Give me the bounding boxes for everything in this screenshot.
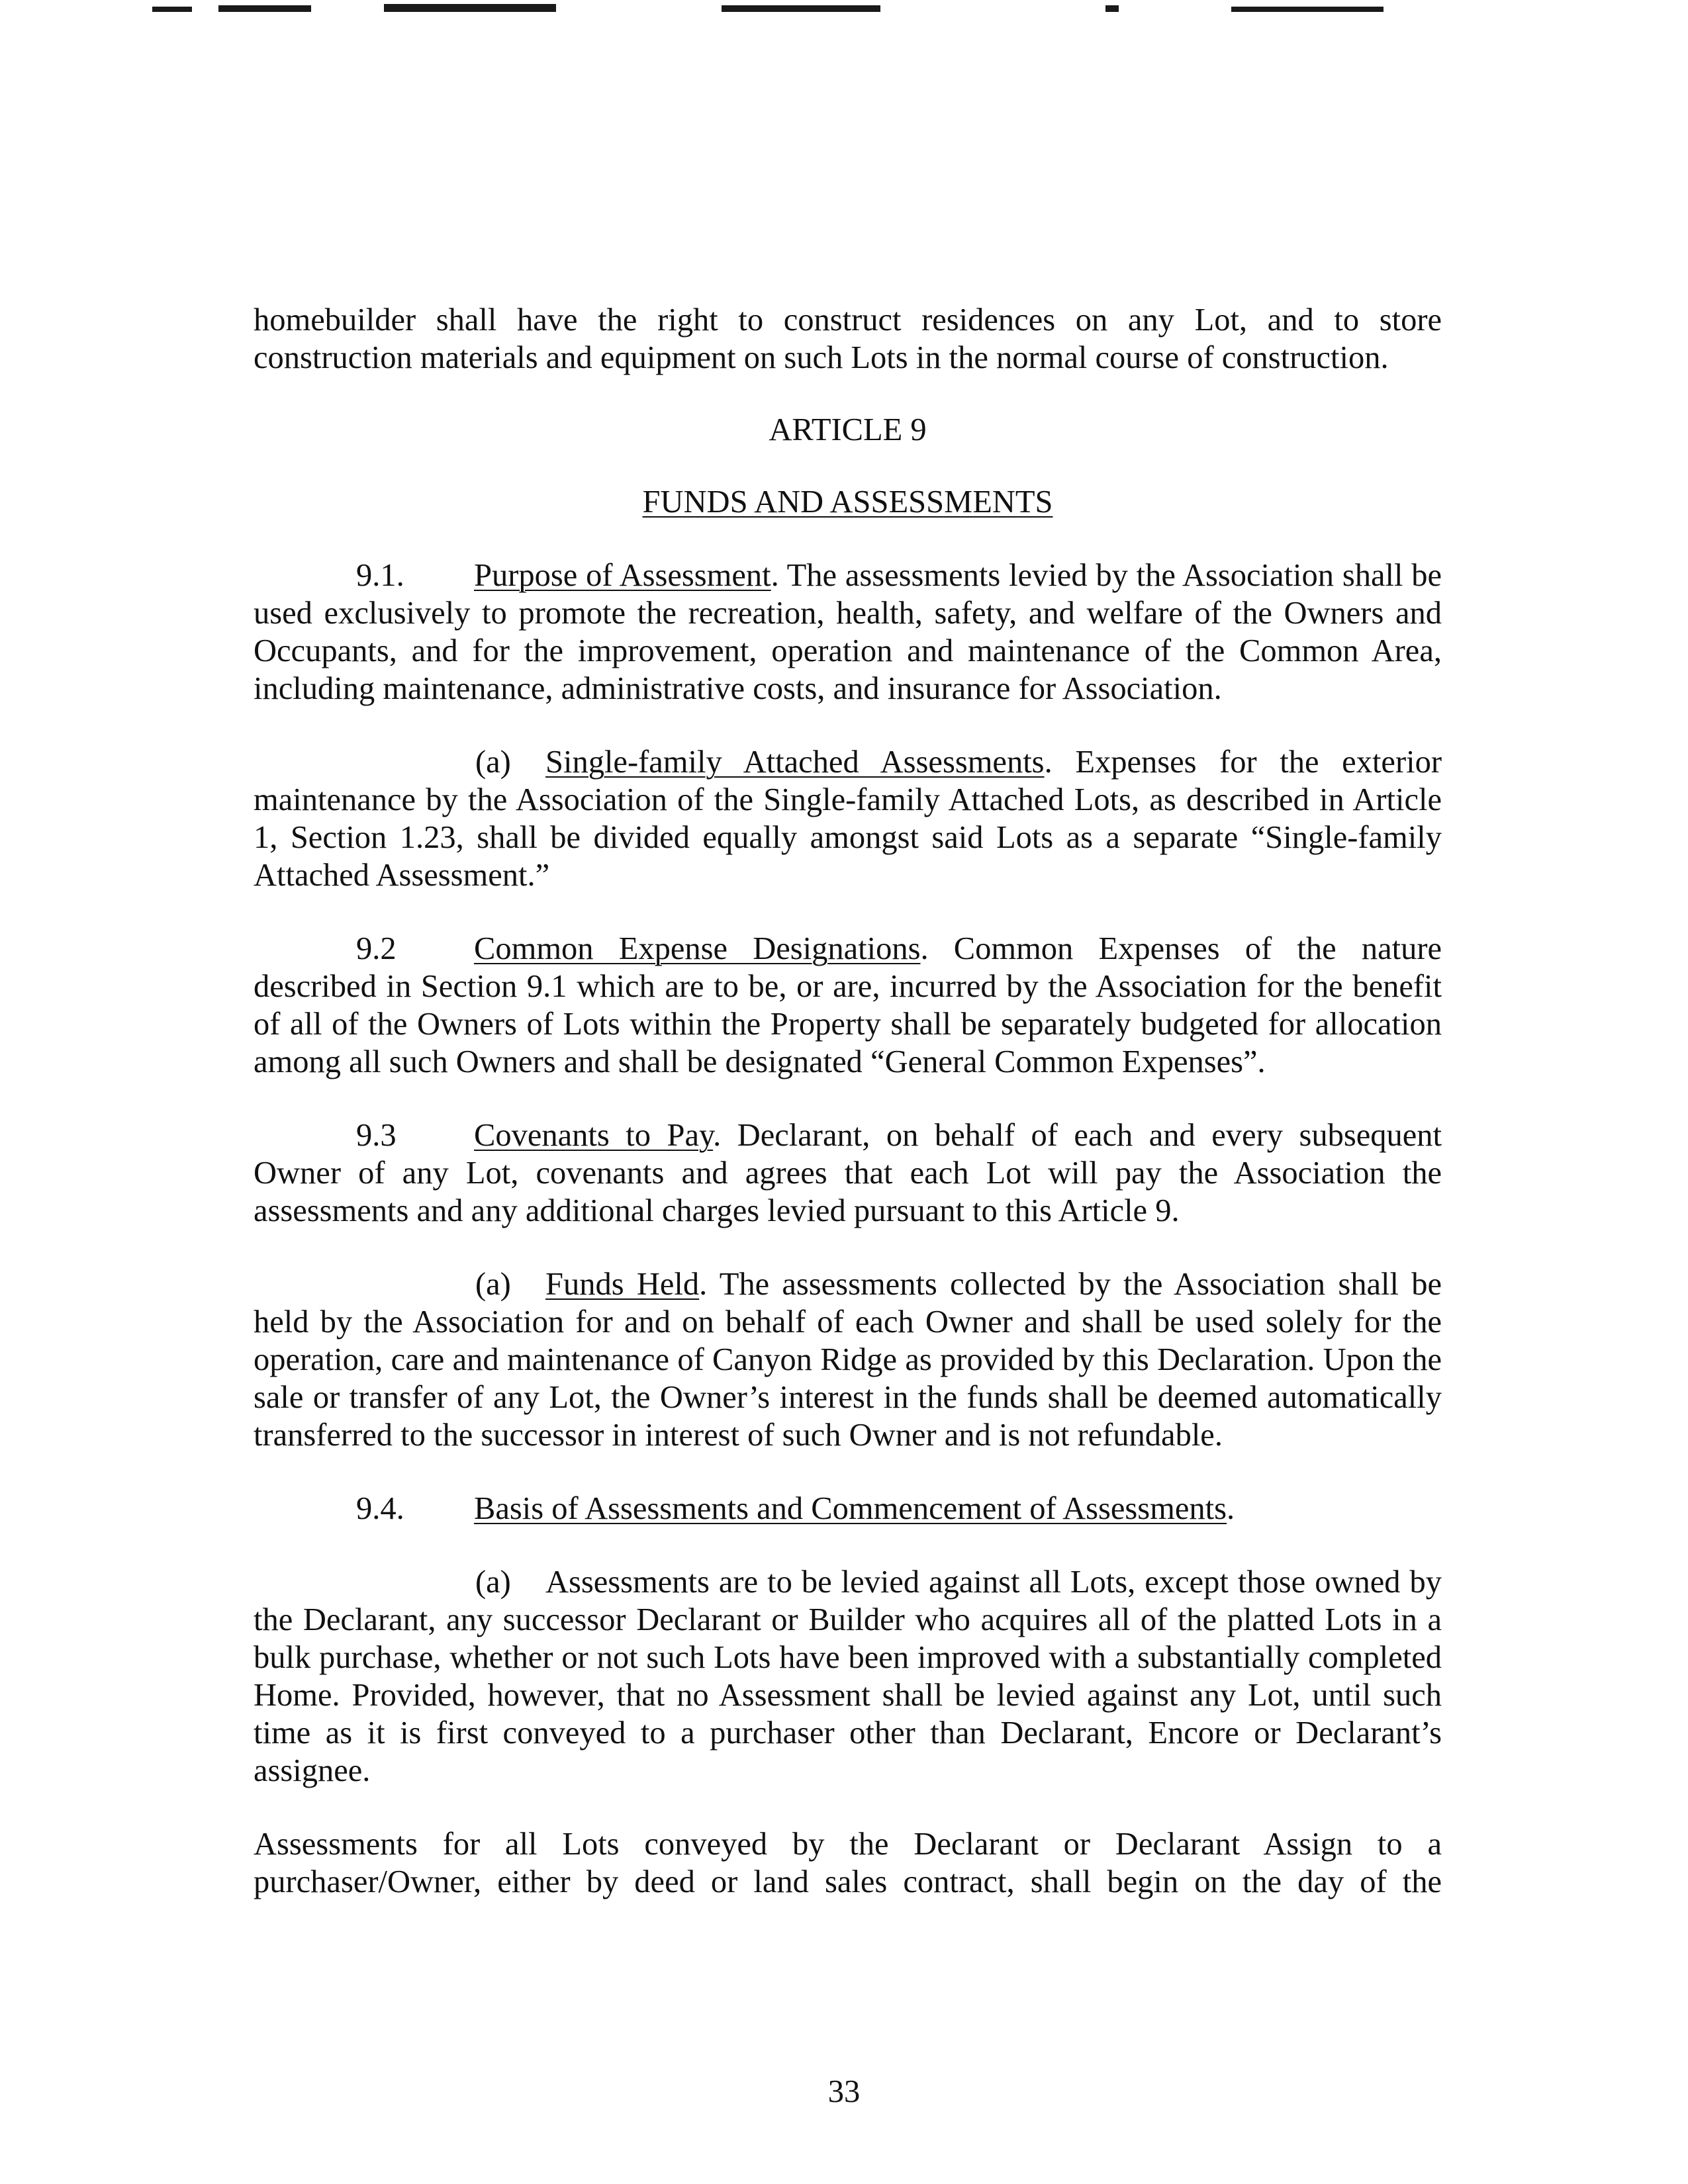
section-9-2-number: 9.2 <box>356 931 397 966</box>
section-9-3-a-heading: Funds Held <box>545 1267 700 1302</box>
section-9-1-heading: Purpose of Assessment <box>474 558 771 593</box>
section-9-3-heading: Covenants to Pay <box>474 1118 714 1153</box>
article-subtitle <box>254 483 1442 521</box>
paragraph-continued: homebuilder shall have the right to construct residences on any Lot, and to store construction materials and equipment on such Lots in the normal course of construction. <box>254 302 1442 375</box>
section-9-4 <box>254 1490 1442 1527</box>
paragraph-assessments-conveyed: Assessments for all Lots conveyed by the Declarant or Declarant Assign to a purchaser/Owner, either by deed or land sales contract, shall begin on the day of the <box>254 1827 1442 1899</box>
section-9-2-heading: Common Expense Designations <box>474 931 921 966</box>
section-9-3-a-number: (a) <box>475 1267 511 1302</box>
page-number: 33 <box>827 2074 861 2109</box>
section-9-3-text: . Declarant, on behalf of each and every subsequent Owner of any Lot, covenants and agrees that each Lot will pay the Association the assessments and any additional charges levied pursuant to this Article 9. <box>254 1118 1442 1228</box>
section-9-3-number: 9.3 <box>356 1118 397 1153</box>
section-9-3-a <box>254 1265 1442 1454</box>
section-9-1-a-number: (a) <box>475 745 511 780</box>
section-9-4-a <box>254 1563 1442 1790</box>
section-9-2 <box>254 930 1442 1081</box>
document-page <box>254 301 1442 1901</box>
article-subtitle-text: FUNDS AND ASSESSMENTS <box>642 484 1053 520</box>
section-9-3-a-text: . The assessments collected by the Association shall be held by the Association for and on behalf of each Owner and shall be used solely for the operation, care and maintenance of Canyon Ridge as provided by this Declaration. Upon the sale or transfer of any Lot, the Owner’s interest in the funds shall be deemed automatically transferred to the successor in interest of such Owner and is not refundable. <box>254 1267 1442 1453</box>
section-9-4-tail: . <box>1226 1491 1235 1526</box>
section-9-4-heading: Basis of Assessments and Commencement of Assessments <box>474 1491 1227 1526</box>
article-title: ARTICLE 9 <box>769 412 927 447</box>
section-9-1-text: . The assessments levied by the Association shall be used exclusively to promote the recreation, health, safety, and welfare of the Owners and Occupants, and for the improvement, operation and maintenance of the Common Area, including maintenance, administrative costs, and insurance for Association. <box>254 558 1442 706</box>
section-9-3 <box>254 1116 1442 1230</box>
section-9-1-a <box>254 743 1442 894</box>
section-9-1-number: 9.1. <box>356 558 404 593</box>
section-9-4-a-number: (a) <box>475 1565 511 1600</box>
section-9-1-a-text: . Expenses for the exterior maintenance by the Association of the Single-family Attached Lots, as described in Article 1, Section 1.23, shall be divided equally amongst said Lots as a separate “Single-family Attached Assessment.” <box>254 745 1442 893</box>
section-9-4-a-text: Assessments are to be levied against all Lots, except those owned by the Declarant, any successor Declarant or Builder who acquires all of the platted Lots in a bulk purchase, whether or not such Lots have been improved with a substantially completed Home. Provided, however, that no Assessment shall be levied against any Lot, until such time as it is first conveyed to a purchaser other than Declarant, Encore or Declarant’s assignee. <box>254 1565 1442 1788</box>
section-9-1 <box>254 557 1442 707</box>
section-9-2-text: . Common Expenses of the nature described in Section 9.1 which are to be, or are, incurred by the Association for the benefit of all of the Owners of Lots within the Property shall be separately budgeted for allocation among all such Owners and shall be designated “General Common Expenses”. <box>254 931 1442 1079</box>
section-9-1-a-heading: Single-family Attached Assessments <box>545 745 1045 780</box>
scan-artifact-strip <box>0 0 1688 20</box>
section-9-4-number: 9.4. <box>356 1491 404 1526</box>
